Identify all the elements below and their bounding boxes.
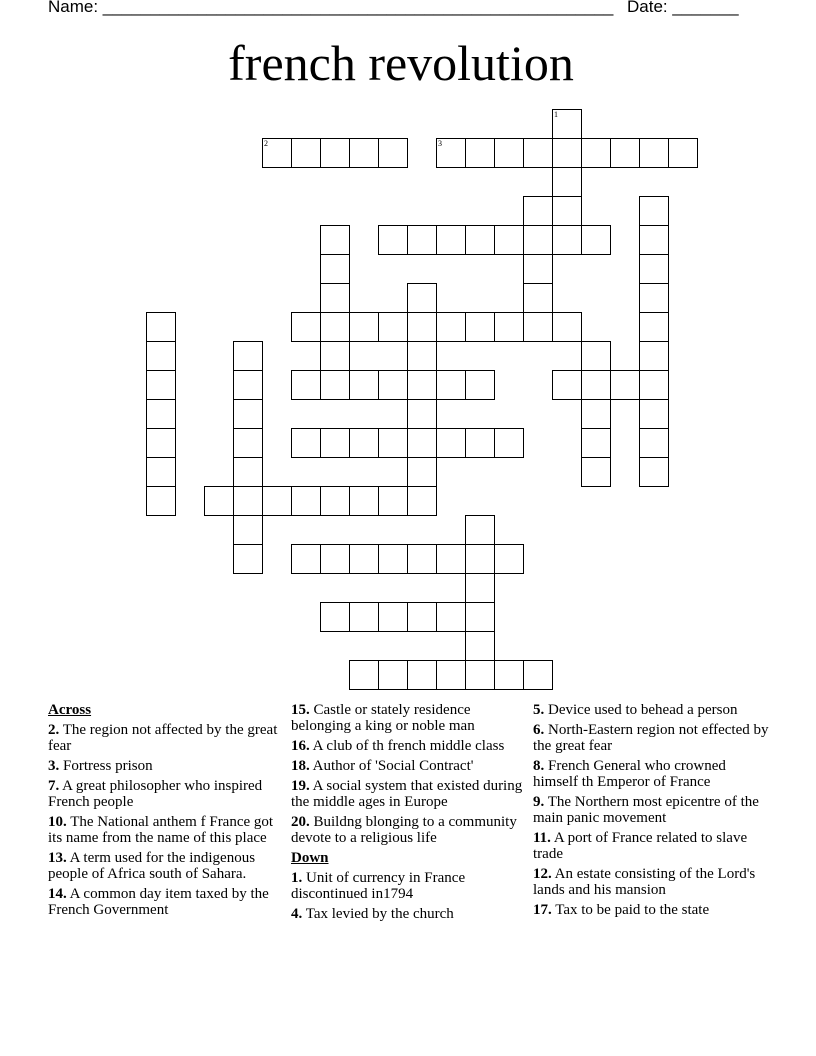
- grid-cell[interactable]: [581, 138, 611, 168]
- grid-cell[interactable]: [610, 138, 640, 168]
- grid-cell[interactable]: [465, 573, 495, 603]
- grid-cell[interactable]: [436, 660, 466, 690]
- down-clue-17: 17. Tax to be paid to the state: [533, 902, 710, 918]
- across-clue-18: 18. Author of 'Social Contract': [291, 758, 474, 774]
- grid-cell[interactable]: [639, 196, 669, 226]
- grid-cell[interactable]: [378, 428, 408, 458]
- grid-cell[interactable]: [581, 399, 611, 429]
- grid-cell[interactable]: [465, 544, 495, 574]
- grid-cell[interactable]: [581, 225, 611, 255]
- across-clue-15: 15. Castle or stately residence belonging a king or noble man: [291, 702, 475, 734]
- grid-cell[interactable]: [552, 138, 582, 168]
- grid-cell[interactable]: [639, 254, 669, 284]
- grid-cell[interactable]: [407, 341, 437, 371]
- grid-cell[interactable]: [639, 225, 669, 255]
- grid-cell[interactable]: [233, 515, 263, 545]
- across-clue-20: 20. Buildng blonging to a community devote to a religious life: [291, 814, 517, 846]
- grid-cell[interactable]: [639, 370, 669, 400]
- across-clue-19: 19. A social system that existed during the middle ages in Europe: [291, 778, 523, 810]
- clue-number: 3: [438, 139, 442, 148]
- grid-cell[interactable]: [523, 254, 553, 284]
- grid-cell[interactable]: [523, 225, 553, 255]
- grid-cell[interactable]: [436, 370, 466, 400]
- grid-cell[interactable]: [378, 138, 408, 168]
- grid-cell[interactable]: [233, 341, 263, 371]
- grid-cell[interactable]: [349, 370, 379, 400]
- grid-cell[interactable]: [262, 486, 292, 516]
- grid-cell[interactable]: [378, 225, 408, 255]
- grid-cell[interactable]: [465, 660, 495, 690]
- grid-cell[interactable]: [146, 399, 176, 429]
- name-field-label: Name: ______________________________________________________: [48, 0, 614, 16]
- grid-cell[interactable]: [581, 370, 611, 400]
- grid-cell[interactable]: [523, 312, 553, 342]
- grid-cell[interactable]: [494, 428, 524, 458]
- grid-cell[interactable]: [494, 660, 524, 690]
- grid-cell[interactable]: [378, 602, 408, 632]
- grid-cell[interactable]: [378, 544, 408, 574]
- grid-cell[interactable]: [146, 370, 176, 400]
- grid-cell[interactable]: [146, 341, 176, 371]
- grid-cell[interactable]: [639, 428, 669, 458]
- grid-cell[interactable]: [436, 602, 466, 632]
- grid-cell[interactable]: [320, 486, 350, 516]
- grid-cell[interactable]: [610, 370, 640, 400]
- down-clue-5: 5. Device used to behead a person: [533, 702, 738, 718]
- down-clue-4: 4. Tax levied by the church: [291, 906, 454, 922]
- grid-cell[interactable]: [407, 225, 437, 255]
- grid-cell[interactable]: [407, 602, 437, 632]
- grid-cell[interactable]: [436, 138, 466, 168]
- grid-cell[interactable]: [552, 312, 582, 342]
- grid-cell[interactable]: [639, 283, 669, 313]
- clue-number: 1: [554, 110, 558, 119]
- grid-cell[interactable]: [349, 544, 379, 574]
- grid-cell[interactable]: [668, 138, 698, 168]
- grid-cell[interactable]: [552, 167, 582, 197]
- grid-cell[interactable]: [320, 370, 350, 400]
- down-clue-8: 8. French General who crowned himself th Emperor of France: [533, 758, 726, 790]
- grid-cell[interactable]: [320, 312, 350, 342]
- grid-cell[interactable]: [494, 312, 524, 342]
- across-clue-14: 14. A common day item taxed by the French Government: [48, 886, 269, 918]
- grid-cell[interactable]: [291, 138, 321, 168]
- grid-cell[interactable]: [349, 660, 379, 690]
- grid-cell[interactable]: [233, 428, 263, 458]
- grid-cell[interactable]: [407, 370, 437, 400]
- grid-cell[interactable]: [349, 486, 379, 516]
- grid-cell[interactable]: [204, 486, 234, 516]
- puzzle-title: french revolution: [228, 35, 574, 91]
- grid-cell[interactable]: [349, 138, 379, 168]
- clue-column-1: [48, 702, 284, 922]
- down-clue-12: 12. An estate consisting of the Lord's lands and his mansion: [533, 866, 756, 898]
- grid-cell[interactable]: [320, 544, 350, 574]
- grid-cell[interactable]: [465, 138, 495, 168]
- grid-cell[interactable]: [465, 428, 495, 458]
- grid-cell[interactable]: [262, 138, 292, 168]
- grid-cell[interactable]: [146, 486, 176, 516]
- grid-cell[interactable]: [523, 283, 553, 313]
- grid-cell[interactable]: [465, 370, 495, 400]
- grid-cell[interactable]: [378, 486, 408, 516]
- across-clue-2: 2. The region not affected by the great fear: [48, 722, 278, 754]
- grid-cell[interactable]: [320, 254, 350, 284]
- grid-cell[interactable]: [436, 225, 466, 255]
- grid-cell[interactable]: [581, 341, 611, 371]
- down-clue-9: 9. The Northern most epicentre of the main panic movement: [533, 794, 759, 826]
- grid-cell[interactable]: [291, 312, 321, 342]
- across-clue-3: 3. Fortress prison: [48, 758, 153, 774]
- grid-cell[interactable]: [320, 283, 350, 313]
- grid-cell[interactable]: [407, 660, 437, 690]
- down-clue-11: 11. A port of France related to slave trade: [533, 830, 748, 862]
- grid-cell[interactable]: [291, 428, 321, 458]
- grid-cell[interactable]: [639, 399, 669, 429]
- grid-cell[interactable]: [378, 370, 408, 400]
- across-clue-10: 10. The National anthem f France got its name from the name of this place: [48, 814, 274, 846]
- grid-cell[interactable]: [291, 486, 321, 516]
- grid-cell[interactable]: [320, 602, 350, 632]
- grid-cell[interactable]: [494, 225, 524, 255]
- grid-cell[interactable]: [233, 370, 263, 400]
- grid-cell[interactable]: [320, 225, 350, 255]
- grid-cell[interactable]: [407, 399, 437, 429]
- grid-cell[interactable]: [494, 138, 524, 168]
- grid-cell[interactable]: [146, 312, 176, 342]
- grid-cell[interactable]: [581, 428, 611, 458]
- grid-cell[interactable]: [407, 457, 437, 487]
- grid-cell[interactable]: [436, 428, 466, 458]
- clue-number: 2: [264, 139, 268, 148]
- grid-cell[interactable]: [552, 225, 582, 255]
- across-heading: Across: [48, 702, 92, 718]
- grid-cell[interactable]: [378, 660, 408, 690]
- grid-cell[interactable]: [349, 428, 379, 458]
- grid-cell[interactable]: [465, 602, 495, 632]
- across-clue-7: 7. A great philosopher who inspired French people: [48, 778, 263, 810]
- grid-cell[interactable]: [407, 283, 437, 313]
- grid-cell[interactable]: [465, 631, 495, 661]
- grid-cell[interactable]: [233, 457, 263, 487]
- grid-cell[interactable]: [146, 428, 176, 458]
- grid-cell[interactable]: [552, 109, 582, 139]
- grid-cell[interactable]: [436, 312, 466, 342]
- grid-cell[interactable]: [465, 312, 495, 342]
- grid-cell[interactable]: [378, 312, 408, 342]
- grid-cell[interactable]: [639, 341, 669, 371]
- date-field-label: Date: _______: [627, 0, 739, 16]
- grid-cell[interactable]: [320, 341, 350, 371]
- grid-cell[interactable]: [407, 428, 437, 458]
- grid-cell[interactable]: [639, 312, 669, 342]
- across-clue-16: 16. A club of th french middle class: [291, 738, 505, 754]
- grid-cell[interactable]: [639, 457, 669, 487]
- grid-cell[interactable]: [436, 544, 466, 574]
- grid-cell[interactable]: [639, 138, 669, 168]
- grid-cell[interactable]: [291, 544, 321, 574]
- grid-cell[interactable]: [320, 428, 350, 458]
- grid-cell[interactable]: [407, 312, 437, 342]
- grid-cell[interactable]: [465, 515, 495, 545]
- grid-cell[interactable]: [407, 486, 437, 516]
- across-clue-13: 13. A term used for the indigenous people of Africa south of Sahara.: [48, 850, 256, 882]
- grid-cell[interactable]: [494, 544, 524, 574]
- grid-cell[interactable]: [233, 399, 263, 429]
- grid-cell[interactable]: [465, 225, 495, 255]
- grid-cell[interactable]: [552, 370, 582, 400]
- down-clue-1: 1. Unit of currency in France discontinued in1794: [291, 870, 466, 902]
- grid-cell[interactable]: [146, 457, 176, 487]
- grid-cell[interactable]: [523, 138, 553, 168]
- grid-cell[interactable]: [523, 196, 553, 226]
- grid-cell[interactable]: [320, 138, 350, 168]
- down-clue-6: 6. North-Eastern region not effected by the great fear: [533, 722, 769, 754]
- clue-column-3: [533, 702, 769, 922]
- grid-cell[interactable]: [581, 457, 611, 487]
- grid-cell[interactable]: [552, 196, 582, 226]
- grid-cell[interactable]: [233, 544, 263, 574]
- grid-cell[interactable]: [233, 486, 263, 516]
- down-heading: Down: [291, 850, 329, 866]
- clue-column-2: [291, 702, 527, 926]
- grid-cell[interactable]: [349, 602, 379, 632]
- grid-cell[interactable]: [291, 370, 321, 400]
- grid-cell[interactable]: [523, 660, 553, 690]
- grid-cell[interactable]: [407, 544, 437, 574]
- grid-cell[interactable]: [349, 312, 379, 342]
